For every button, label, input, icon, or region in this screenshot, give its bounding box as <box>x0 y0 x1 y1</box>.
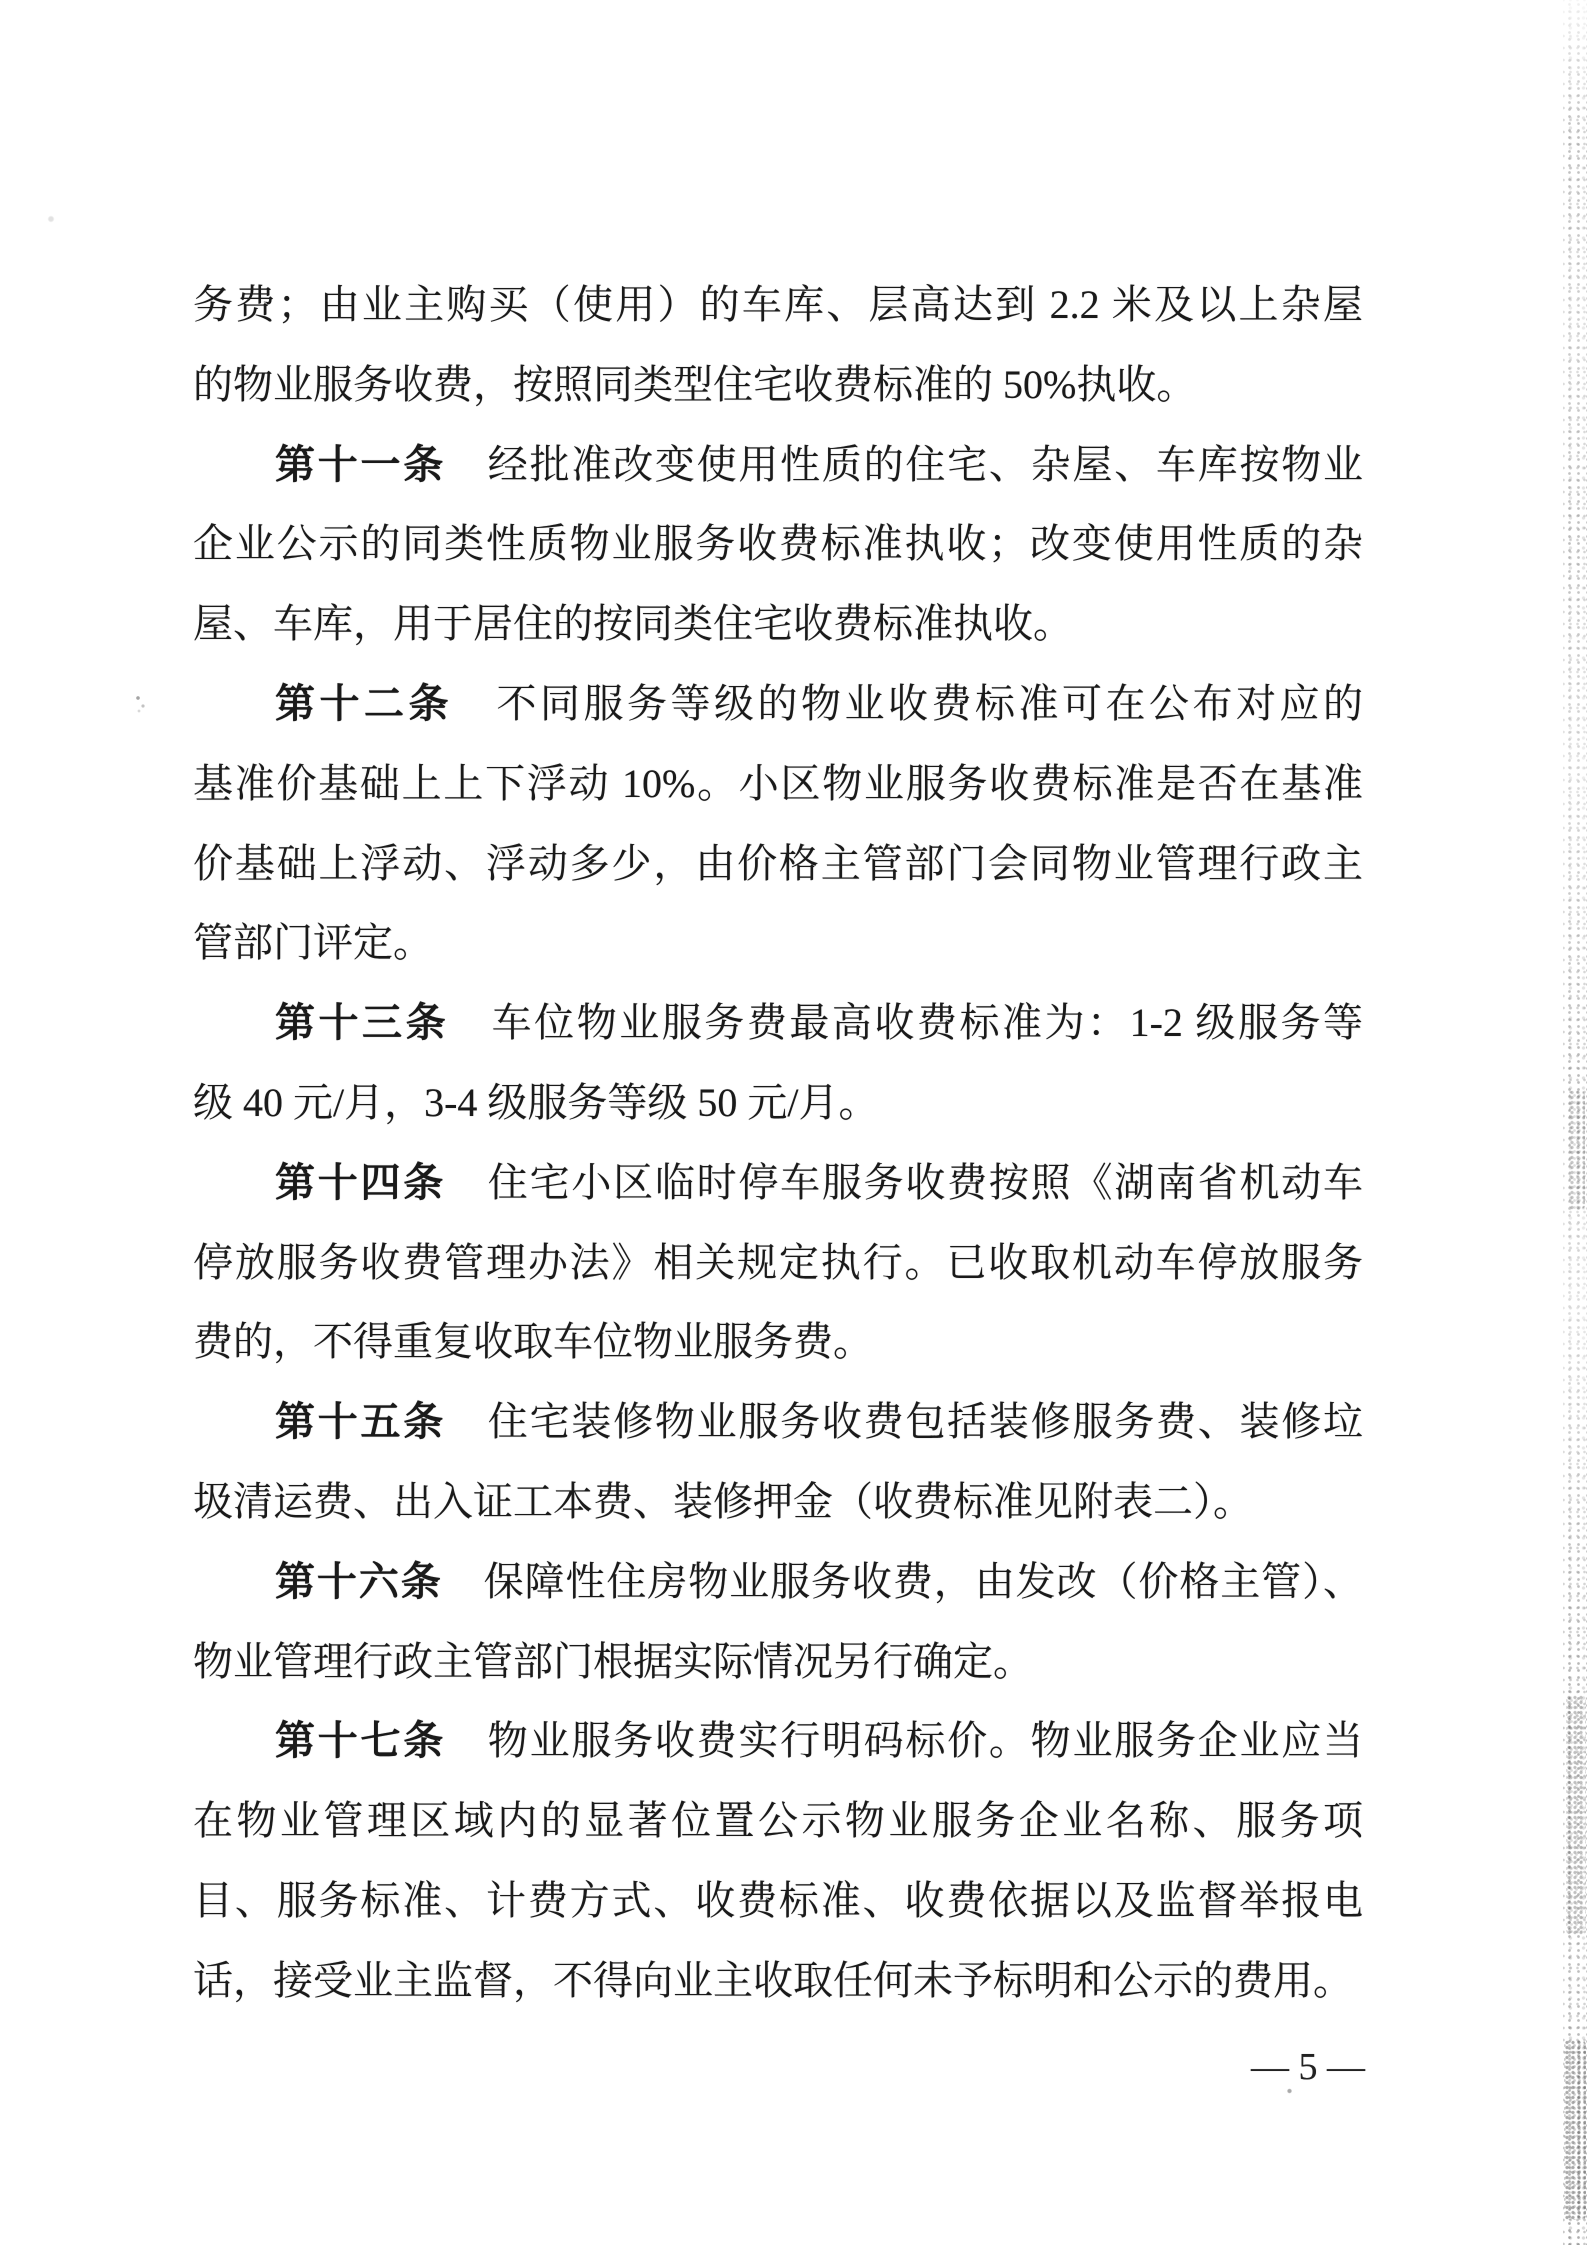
article-number: 第十一条 <box>275 442 447 487</box>
text-line: 企业公示的同类性质物业服务收费标准执收；改变使用性质的杂 <box>193 521 1363 567</box>
text-line: 基准价基础上上下浮动 10%。小区物业服务收费标准是否在基准 <box>193 760 1363 806</box>
scan-speck <box>1286 2088 1293 2094</box>
page-number: — 5 — <box>1251 2046 1365 2088</box>
text-line: 在物业管理区域内的显著位置公示物业服务企业名称、服务项 <box>193 1798 1363 1844</box>
article-number: 第十四条 <box>275 1160 447 1205</box>
text-line: 管部门评定。 <box>193 920 433 966</box>
article-number: 第十五条 <box>275 1400 447 1445</box>
text-line: 费的，不得重复收取车位物业服务费。 <box>193 1319 873 1365</box>
text-line: 第十一条 经批准改变使用性质的住宅、杂屋、车库按物业 <box>275 441 1364 487</box>
text-line: 第十二条 不同服务等级的物业收费标准可在公布对应的 <box>275 680 1363 726</box>
text-line: 第十五条 住宅装修物业服务收费包括装修服务费、装修垃 <box>275 1399 1364 1445</box>
text-line: 圾清运费、出入证工本费、装修押金（收费标准见附表二）。 <box>193 1478 1253 1524</box>
text-line: 屋、车库，用于居住的按同类住宅收费标准执收。 <box>193 601 1073 647</box>
text-line: 第十三条 车位物业服务费最高收费标准为：1-2 级服务等 <box>275 1000 1364 1046</box>
text-line: 目、服务标准、计费方式、收费标准、收费依据以及监督举报电 <box>193 1877 1363 1923</box>
scan-speck <box>46 214 56 224</box>
text-line: 第十四条 住宅小区临时停车服务收费按照《湖南省机动车 <box>275 1159 1364 1205</box>
text-line: 的物业服务收费，按照同类型住宅收费标准的 50%执收。 <box>193 361 1197 407</box>
text-line: 级 40 元/月，3-4 级服务等级 50 元/月。 <box>193 1079 879 1125</box>
article-number: 第十三条 <box>275 1001 450 1046</box>
article-number: 第十七条 <box>275 1719 447 1764</box>
text-line: 务费；由业主购买（使用）的车库、层高达到 2.2 米及以上杂屋 <box>193 282 1363 327</box>
article-number: 第十二条 <box>275 681 453 726</box>
text-line: 第十七条 物业服务收费实行明码标价。物业服务企业应当 <box>275 1718 1364 1764</box>
text-line: 物业管理行政主管部门根据实际情况另行确定。 <box>193 1638 1033 1684</box>
scan-speck <box>134 693 148 715</box>
document-body <box>193 265 1363 2021</box>
article-number: 第十六条 <box>275 1559 443 1604</box>
text-line: 停放服务收费管理办法》相关规定执行。已收取机动车停放服务 <box>193 1239 1363 1285</box>
text-line: 价基础上浮动、浮动多少，由价格主管部门会同物业管理行政主 <box>193 840 1363 886</box>
text-line: 第十六条 保障性住房物业服务收费，由发改（价格主管）、 <box>275 1558 1364 1604</box>
text-line: 话，接受业主监督，不得向业主收取任何未予标明和公示的费用。 <box>193 1957 1353 2003</box>
scan-noise-strip <box>1563 0 1587 2245</box>
